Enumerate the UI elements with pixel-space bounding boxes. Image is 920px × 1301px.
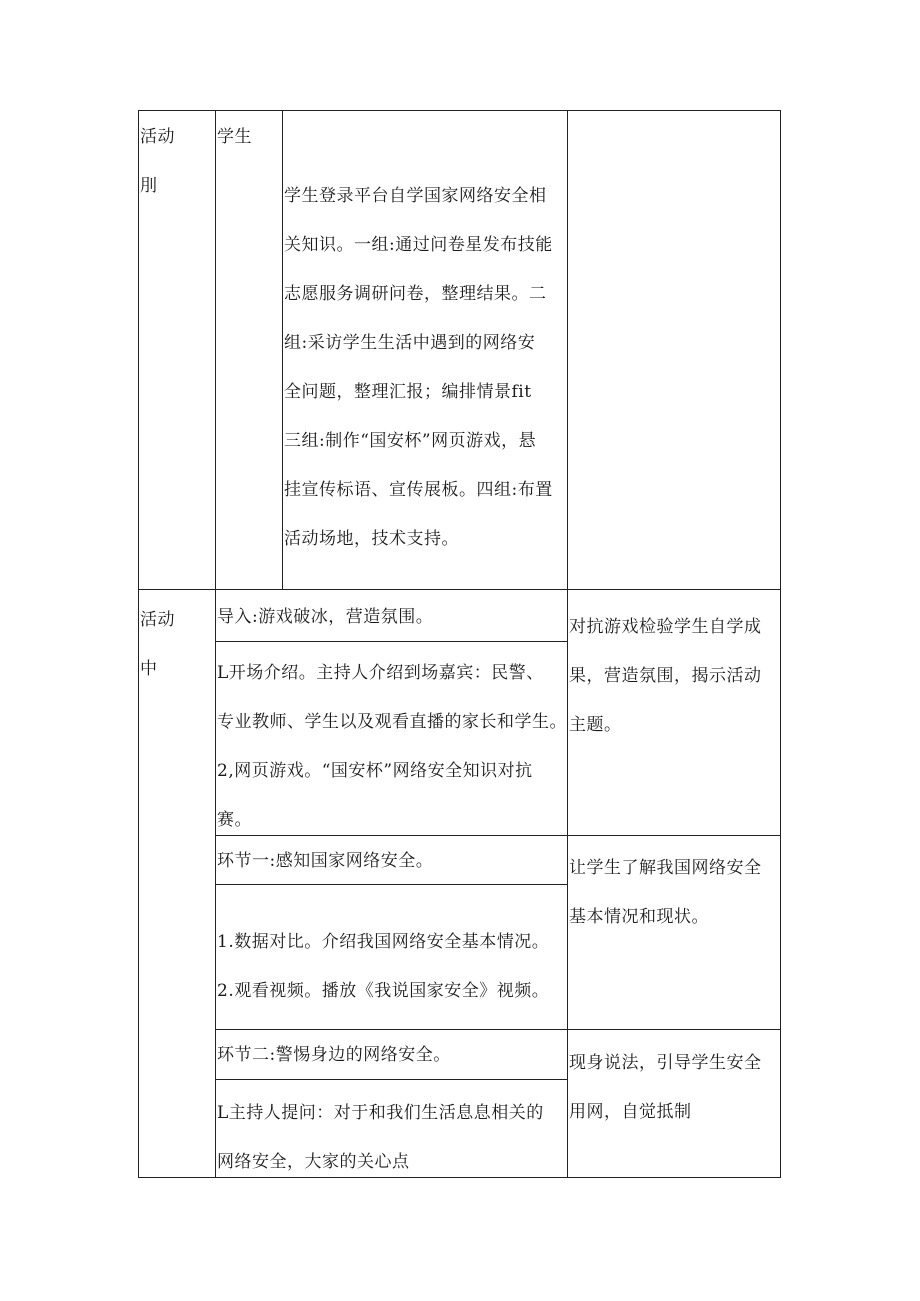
table-top-border	[138, 110, 781, 111]
col-divider-label	[215, 110, 216, 1178]
section3-header: 环节二:警惕身边的网络安全。	[217, 1045, 451, 1065]
row2-label: 活动 中	[140, 610, 175, 679]
col-divider-role	[282, 110, 283, 590]
table-right-border	[780, 110, 781, 1178]
row1-role: 学生	[217, 127, 252, 147]
row2-section-divider-2	[215, 1029, 781, 1030]
section1-purpose: 对抗游戏检验学生自学成 果，营造氛围，揭示活动 主题。	[569, 617, 762, 735]
section3-body: L主持人提问：对于和我们生活息息相关的 网络安全，大家的关心点	[217, 1103, 544, 1172]
table-left-border	[138, 110, 139, 1178]
section3-purpose: 现身说法，引导学生安全 用网，自觉抵制	[569, 1053, 762, 1122]
section2-purpose: 让学生了解我国网络安全 基本情况和现状。	[569, 858, 762, 927]
col-divider-purpose	[567, 110, 568, 1178]
section1-header: 导入:游戏破冰，营造氛围。	[217, 607, 434, 627]
row-divider-1	[138, 589, 781, 590]
section1-body: L开场介绍。主持人介绍到场嘉宾：民警、 专业教师、学生以及观看直播的家长和学生。 2,网页游戏。“国安杯”网络安全知识对抗 赛。	[217, 663, 567, 830]
row1-content: 学生登录平台自学国家网络安全相 关知识。一组:通过问卷星发布技能 志愿服务调研问卷，整理结果。二 组:采访学生生活中遇到的网络安 全问题，整理汇报；编排情景fit 三组:制作“国安杯”网页游戏，悬 挂宣传标语、宣传展板。四组:布置 活动场地，技术支持。	[284, 186, 553, 549]
section2-body: 1.数据对比。介绍我国网络安全基本情况。 2.观看视频。播放《我说国家安全》视频。	[217, 932, 550, 1001]
section2-header: 环节一:感知国家网络安全。	[217, 851, 434, 871]
row1-label: 活动 刖	[140, 127, 175, 196]
